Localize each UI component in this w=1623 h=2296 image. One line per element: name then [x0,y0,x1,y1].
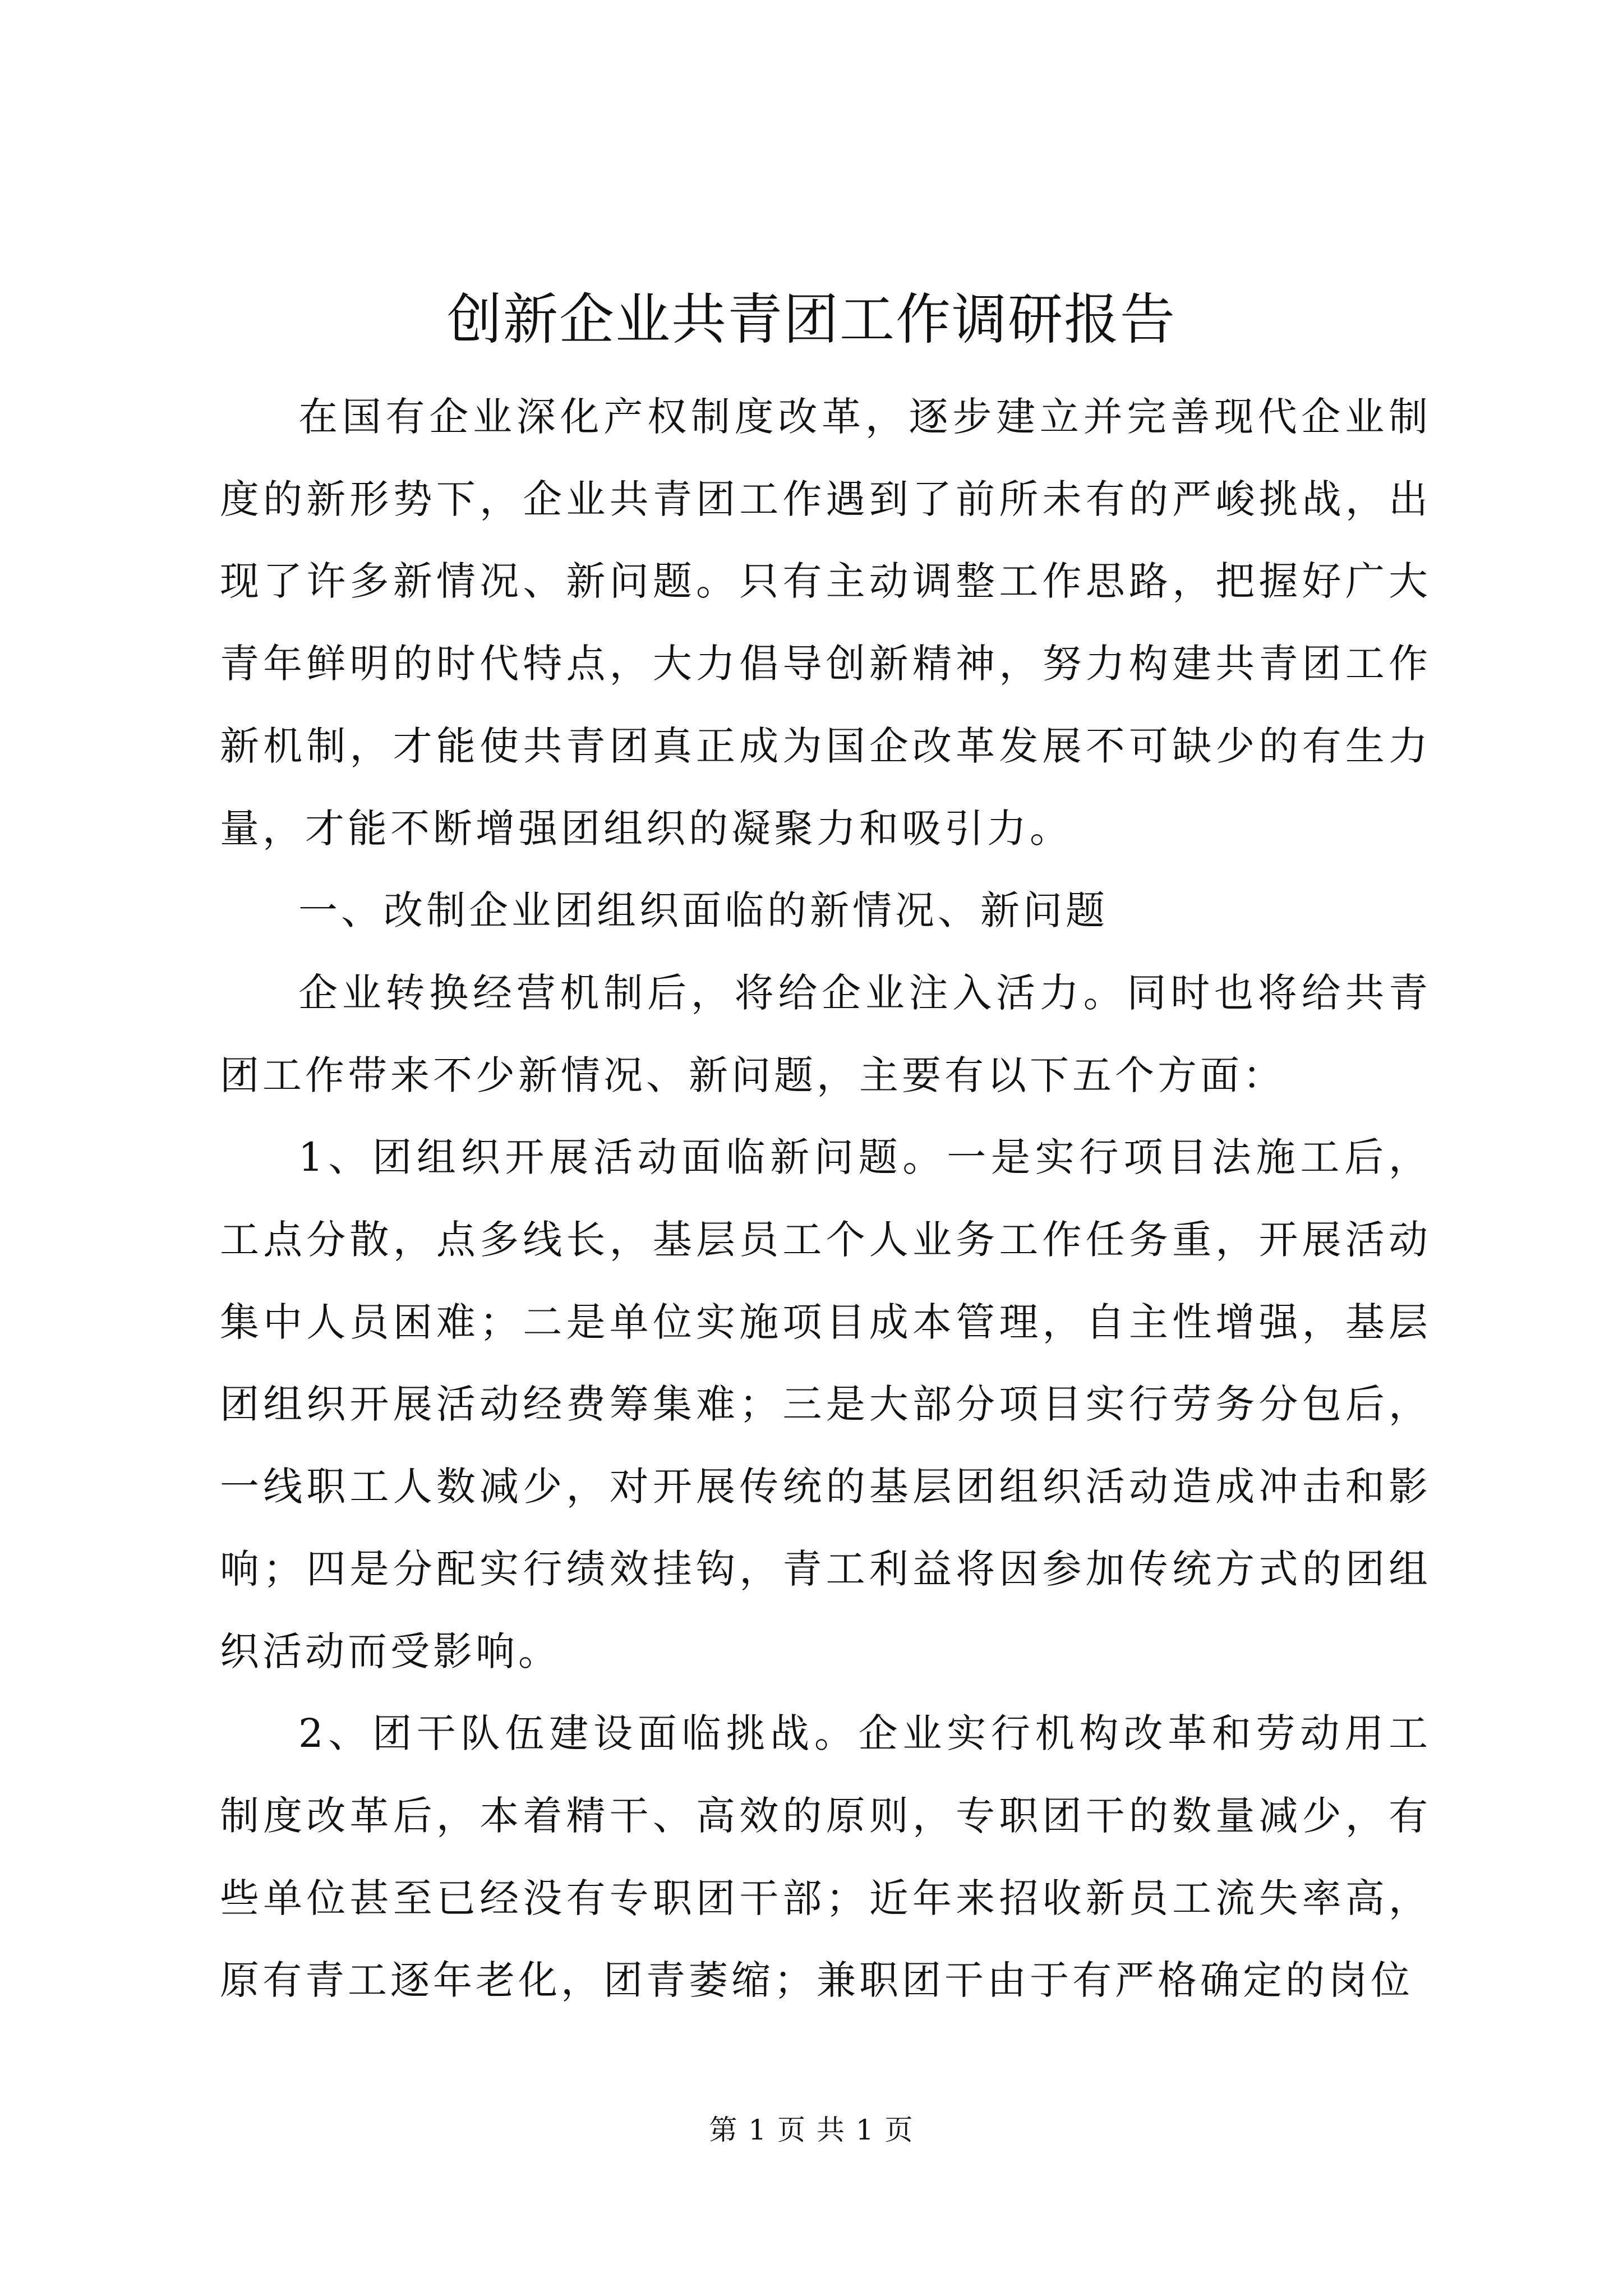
paragraph-point-2: 2、团干队伍建设面临挑战。企业实行机构改革和劳动用工制度改革后，本着精干、高效的原则，专职团干的数量减少，有些单位甚至已经没有专职团干部；近年来招收新员工流失率高，原有青工逐年老化，团青萎缩；兼职团干由于有严格确定的岗位 [220,1710,1431,2004]
document-title: 创新企业共青团工作调研报告 [446,288,1176,352]
section-heading-1: 一、改制企业团组织面临的新情况、新问题 [298,887,1108,934]
page-footer: 第 1 页 共 1 页 [709,2114,914,2146]
paragraph-point-1: 1、团组织开展活动面临新问题。一是实行项目法施工后，工点分散，点多线长，基层员工个人业务工作任务重，开展活动集中人员困难；二是单位实施项目成本管理，自主性增强，基层团组织开展活动经费筹集难；三是大部分项目实行劳务分包后，一线职工人数减少，对开展传统的基层团组织活动造成冲击和影响；四是分配实行绩效挂钩，青工利益将因参加传统方式的团组织活动而受影响。 [220,1134,1431,1674]
paragraph-intro: 在国有企业深化产权制度改革，逐步建立并完善现代企业制度的新形势下，企业共青团工作遇到了前所未有的严峻挑战，出现了许多新情况、新问题。只有主动调整工作思路，把握好广大青年鲜明的时代特点，大力倡导创新精神，努力构建共青团工作新机制，才能使共青团真正成为国企改革发展不可缺少的有生力量，才能不断增强团组织的凝聚力和吸引力。 [220,394,1431,852]
paragraph-overview: 企业转换经营机制后，将给企业注入活力。同时也将给共青团工作带来不少新情况、新问题，主要有以下五个方面： [220,969,1431,1098]
document-body [220,376,1431,2022]
